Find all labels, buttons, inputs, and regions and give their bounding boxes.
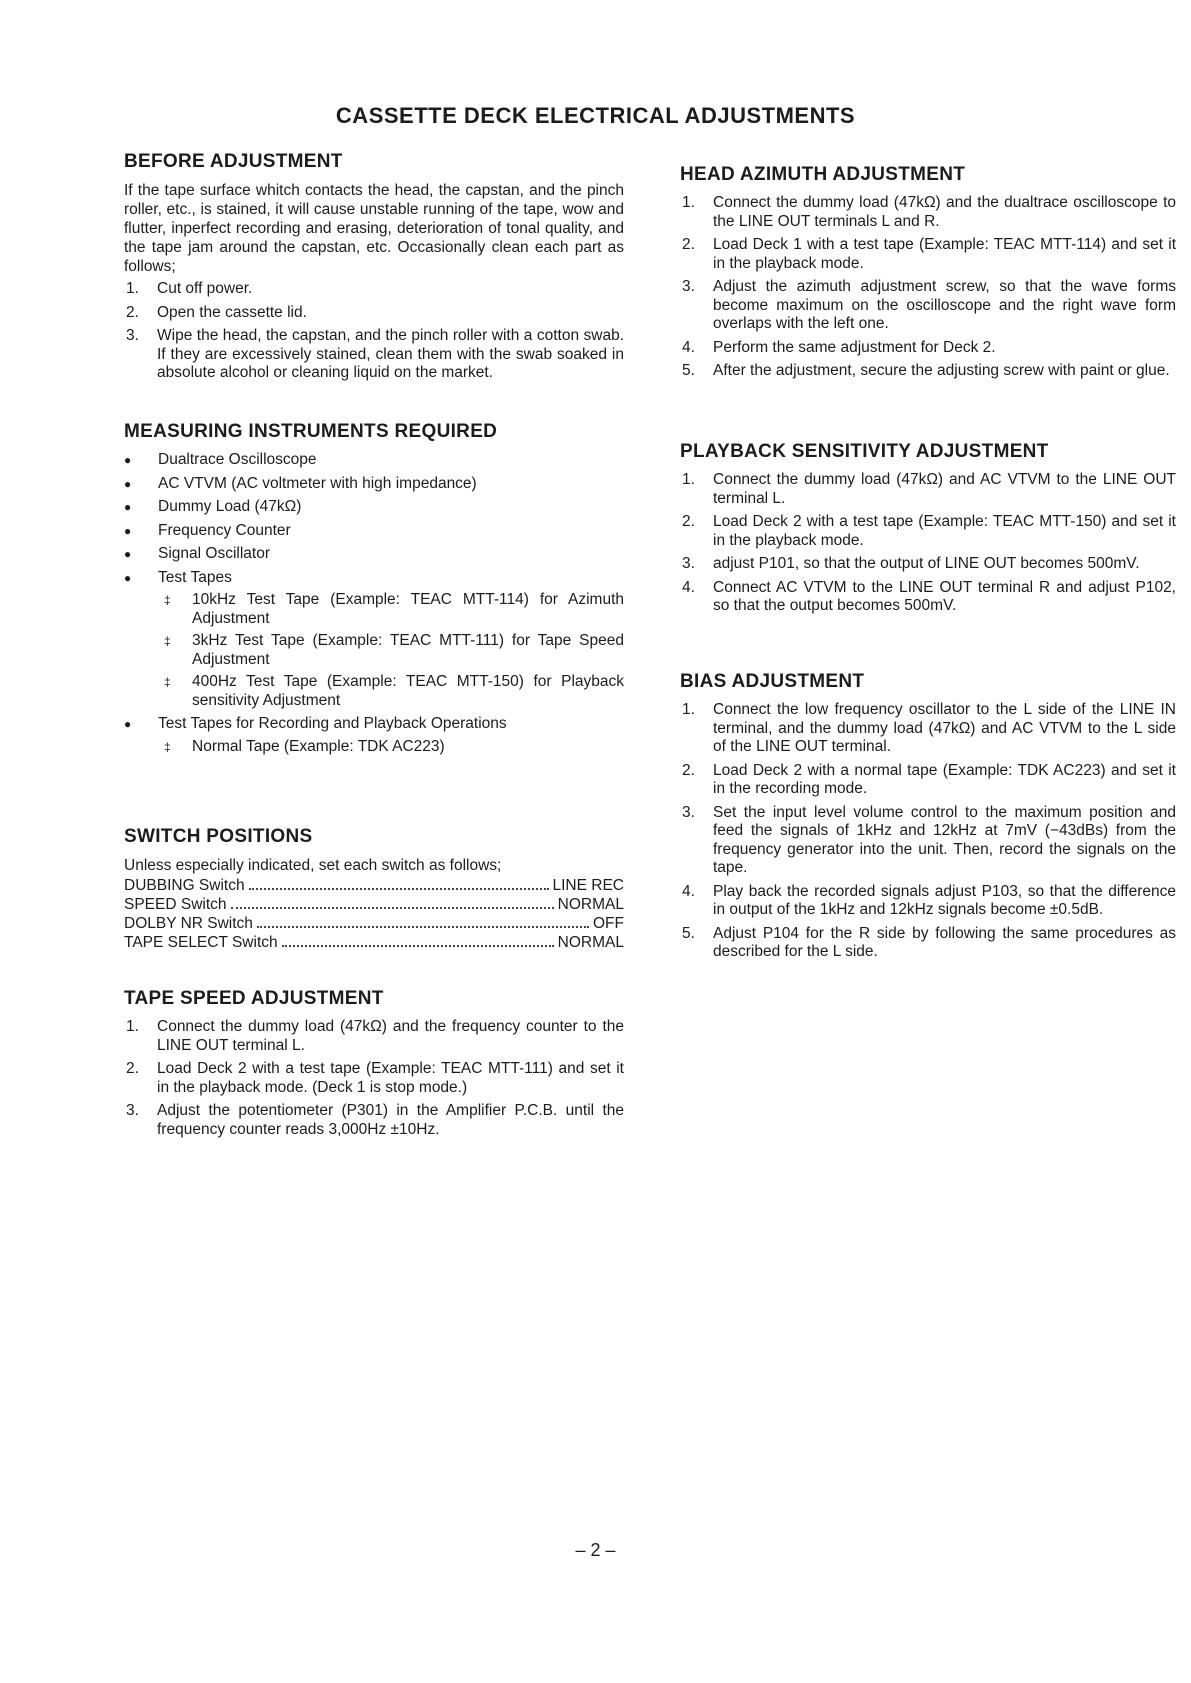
bullet-icon: ●	[124, 523, 132, 538]
switch-row: TAPE SELECT Switch NORMAL	[124, 934, 624, 951]
instruments-heading: MEASURING INSTRUMENTS REQUIRED	[124, 421, 498, 442]
test-tapes-list	[158, 591, 624, 710]
playback-steps	[680, 471, 1176, 616]
switch-positions-section	[124, 826, 624, 952]
instruments-list	[124, 451, 624, 756]
list-item: 5. Adjust P104 for the R side by following the same procedures as described for the L side.	[682, 924, 1176, 960]
bullet-icon: ●	[124, 547, 132, 561]
list-item: ● Signal Oscillator	[124, 545, 270, 562]
list-item: 2. Load Deck 2 with a test tape (Example: TEAC MTT-150) and set it in the playback mode.	[682, 513, 1176, 549]
playback-heading: PLAYBACK SENSITIVITY ADJUSTMENT	[680, 441, 1049, 462]
tape-speed-steps	[124, 1018, 624, 1139]
before-adjustment-section	[124, 151, 624, 388]
list-item: ● Dualtrace Oscilloscope	[124, 451, 317, 468]
list-item: 1. Cut off power.	[126, 280, 253, 297]
switch-row: DUBBING Switch LINE REC	[124, 877, 624, 894]
list-item: 4. Connect AC VTVM to the LINE OUT terminal R and adjust P102, so that the output becomes 500mV.	[682, 578, 1176, 614]
bullet-icon: ●	[124, 453, 132, 467]
list-item: 4. Play back the recorded signals adjust P103, so that the difference in output of the 1kHz and 12kHz signals become ±0.5dB.	[682, 882, 1176, 918]
bias-steps	[680, 701, 1176, 962]
recording-tapes-list	[158, 738, 624, 757]
tape-speed-section	[124, 988, 624, 1144]
bullet-icon: ●	[124, 570, 132, 585]
list-item: 1. Connect the dummy load (47kΩ) and the dualtrace oscilloscope to the LINE OUT terminals L and R.	[682, 194, 1176, 230]
list-item: 3. adjust P101, so that the output of LINE OUT becomes 500mV.	[682, 555, 1140, 572]
bullet-icon: ●	[124, 717, 132, 731]
list-item: 2. Load Deck 1 with a test tape (Example: TEAC MTT-114) and set it in the playback mode.	[682, 236, 1176, 272]
list-item: 2. Load Deck 2 with a normal tape (Example: TDK AC223) and set it in the recording mode.	[682, 761, 1176, 797]
list-item: 2. Open the cassette lid.	[126, 303, 307, 321]
before-adjustment-intro: If the tape surface whitch contacts the head, the capstan, and the pinch roller, etc., is stained, it will cause unstable running of the tape, wow and flutter, inperfect recording and erasing, deterioration of tonal quality, and the tape jam around the capstan, etc. Occasionally clean each part as follows;	[124, 182, 624, 275]
double-dagger-icon: ‡	[164, 739, 171, 754]
switch-table	[124, 876, 624, 952]
bullet-icon: ●	[124, 476, 132, 491]
page-title: CASSETTE DECK ELECTRICAL ADJUSTMENTS	[335, 103, 856, 128]
tape-speed-heading: TAPE SPEED ADJUSTMENT	[124, 988, 384, 1009]
instruments-section	[124, 421, 624, 761]
bias-section	[680, 671, 1176, 967]
list-item: 3. Wipe the head, the capstan, and the pinch roller with a cotton swab. If they are excessively stained, clean them with the swab soaked in absolute alcohol or cleaning liquid on the market.	[126, 327, 624, 381]
list-item: 5. After the adjustment, secure the adjusting screw with paint or glue.	[682, 362, 1170, 379]
switch-row: SPEED Switch NORMAL	[124, 896, 624, 913]
list-item: ● Dummy Load (47kΩ)	[124, 498, 302, 515]
bullet-icon: ●	[124, 500, 132, 514]
bias-heading: BIAS ADJUSTMENT	[680, 671, 865, 692]
list-item: ‡ Normal Tape (Example: TDK AC223)	[164, 737, 445, 755]
page-number: – 2 –	[575, 1540, 616, 1560]
playback-section	[680, 441, 1176, 621]
list-item: ‡ 10kHz Test Tape (Example: TEAC MTT-114) for Azimuth Adjustment	[164, 591, 624, 627]
double-dagger-icon: ‡	[164, 675, 171, 689]
switch-positions-heading: SWITCH POSITIONS	[124, 826, 313, 847]
head-azimuth-heading: HEAD AZIMUTH ADJUSTMENT	[680, 164, 966, 185]
list-item: ● AC VTVM (AC voltmeter with high impedance)	[124, 474, 477, 492]
list-item: 2. Load Deck 2 with a test tape (Example: TEAC MTT-111) and set it in the playback mode. (Deck 1 is stop mode.)	[126, 1060, 624, 1096]
switch-row: DOLBY NR Switch OFF	[124, 915, 624, 932]
list-item: 4. Perform the same adjustment for Deck 2.	[682, 338, 996, 356]
list-item: ‡ 400Hz Test Tape (Example: TEAC MTT-150) for Playback sensitivity Adjustment	[164, 673, 624, 709]
double-dagger-icon: ‡	[164, 634, 171, 648]
double-dagger-icon: ‡	[164, 593, 171, 607]
list-item: 3. Adjust the azimuth adjustment screw, so that the wave forms become maximum on the oscilloscope and the right wave form overlaps with the left one.	[682, 278, 1176, 332]
head-azimuth-steps	[680, 194, 1176, 381]
list-item: ● Test Tapes ‡ 10kHz Test Tape (Example: TEAC MTT-114) for Azimuth Adjustment ‡ 3kHz Test Tape (Example: TEAC MTT-111) for Tape Speed Adjustment ‡ 400Hz Test Tape (Example: TEAC MTT-150) for Playback sensitivity Adjustment	[124, 568, 624, 709]
switch-positions-intro: Unless especially indicated, set each switch as follows;	[124, 857, 502, 874]
list-item: 1. Connect the dummy load (47kΩ) and AC VTVM to the LINE OUT terminal L.	[682, 471, 1176, 507]
list-item: 3. Adjust the potentiometer (P301) in the Amplifier P.C.B. until the frequency counter reads 3,000Hz ±10Hz.	[126, 1102, 624, 1138]
before-adjustment-steps	[124, 280, 624, 383]
head-azimuth-section	[680, 164, 1176, 386]
list-item: ● Frequency Counter	[124, 521, 291, 539]
list-item: 1. Connect the dummy load (47kΩ) and the frequency counter to the LINE OUT terminal L.	[126, 1018, 624, 1054]
list-item: 1. Connect the low frequency oscillator to the L side of the LINE IN terminal, and the dummy load (47kΩ) and AC VTVM to the L side of the LINE OUT terminal.	[682, 701, 1176, 755]
list-item: 3. Set the input level volume control to the maximum position and feed the signals of 1kHz and 12kHz at 7mV (−43dBs) from the frequency generator into the unit. Then, record the signals on the tape.	[682, 803, 1176, 876]
before-adjustment-heading: BEFORE ADJUSTMENT	[124, 151, 343, 172]
list-item: ‡ 3kHz Test Tape (Example: TEAC MTT-111) for Tape Speed Adjustment	[164, 632, 624, 668]
list-item: ● Test Tapes for Recording and Playback Operations ‡ Normal Tape (Example: TDK AC223)	[124, 715, 624, 756]
